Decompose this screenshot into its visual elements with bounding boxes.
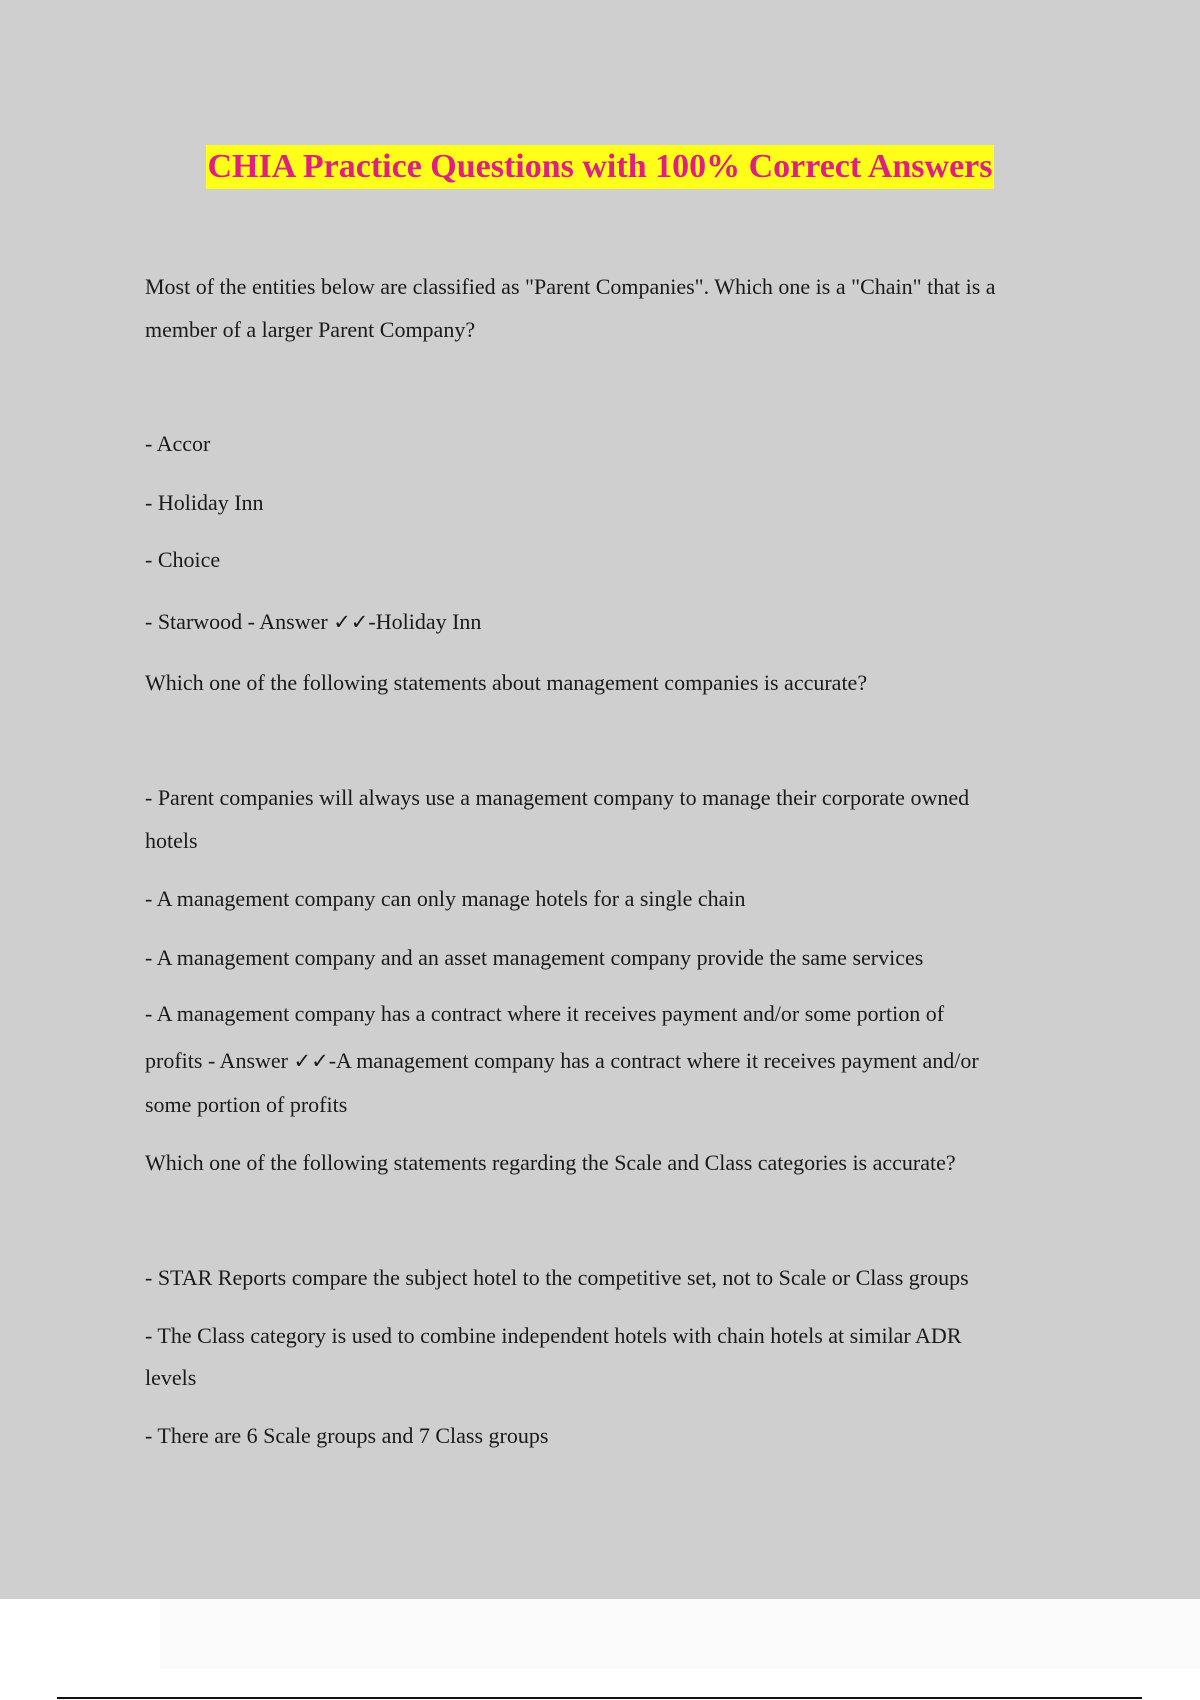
question-3-option-3: - There are 6 Scale groups and 7 Class groups — [145, 1423, 549, 1448]
footer-divider — [57, 1697, 1142, 1699]
question-2-option-3: - A management company and an asset management company provide the same services — [145, 945, 924, 970]
question-2-option-4-line-1: - A management company has a contract where it receives payment and/or some portion of — [145, 1001, 945, 1026]
title-wrap — [0, 145, 1200, 189]
question-2-option-1-line-1: - Parent companies will always use a management company to manage their corporate owned — [145, 785, 970, 810]
question-2-option-4-line-2 — [145, 1047, 979, 1075]
question-1-option-4-text: - Starwood - Answer — [145, 609, 334, 634]
question-2-option-1-line-2: hotels — [145, 828, 198, 853]
question-1-answer: -Holiday Inn — [368, 609, 482, 634]
document-title: CHIA Practice Questions with 100% Correct Answers — [206, 145, 993, 189]
checkmark-icon: ✓✓ — [293, 1049, 329, 1073]
question-1-line-2: member of a larger Parent Company? — [145, 317, 476, 342]
question-3-option-1: - STAR Reports compare the subject hotel to the competitive set, not to Scale or Class groups — [145, 1265, 969, 1290]
question-1-option-3: - Choice — [145, 547, 221, 572]
question-1-line-1: Most of the entities below are classified as "Parent Companies". Which one is a "Chain" that is a — [145, 274, 996, 299]
question-2-option-4-text: profits - Answer — [145, 1048, 294, 1073]
question-2: Which one of the following statements about management companies is accurate? — [145, 670, 868, 695]
question-2-option-2: - A management company can only manage hotels for a single chain — [145, 886, 746, 911]
footer-area — [160, 1599, 1200, 1669]
question-3: Which one of the following statements regarding the Scale and Class categories is accurate? — [145, 1150, 956, 1175]
question-1-option-1: - Accor — [145, 431, 211, 456]
question-2-option-4-line-3: some portion of profits — [145, 1092, 348, 1117]
question-2-answer: -A management company has a contract where it receives payment and/or — [328, 1048, 979, 1073]
question-1-option-4 — [145, 608, 481, 636]
checkmark-icon: ✓✓ — [333, 610, 369, 634]
question-3-option-2-line-2: levels — [145, 1365, 197, 1390]
question-3-option-2-line-1: - The Class category is used to combine independent hotels with chain hotels at similar ADR — [145, 1323, 962, 1348]
question-1-option-2: - Holiday Inn — [145, 490, 264, 515]
